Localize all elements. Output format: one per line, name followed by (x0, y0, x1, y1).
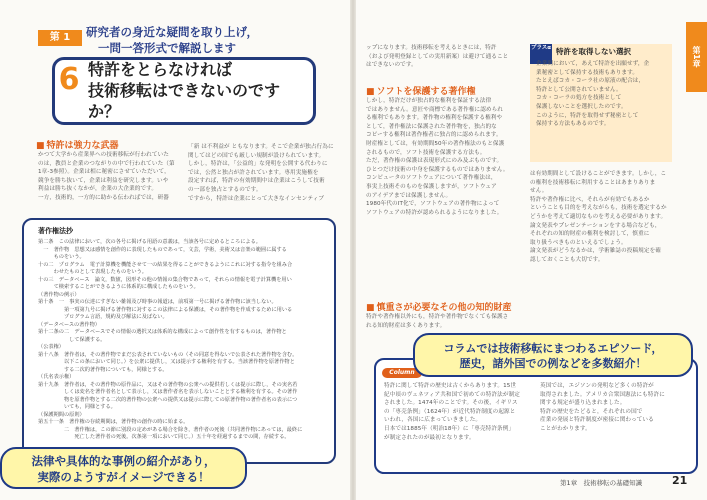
text-line: 二 著作権は，この節に別段の定めがある場合を除き，著作者の死後（共同著作物にあっては，最終に (38, 426, 303, 433)
text-line: されました。1474年のことです。その後，イギリス (384, 400, 518, 407)
text-line: 企業間において，あえて特許を出願せず，企 (536, 61, 650, 67)
text-line: 関する規定が盛り込まれました。 (540, 400, 626, 407)
text-line: 関してはどの国でも厳しい規制が設けられています。 (188, 152, 325, 159)
question-number: 6 (58, 62, 80, 97)
text-line: 第一項第九号に掲げる著作物に対するこの法律による保護は，その著作物を作成するために用いる (38, 306, 293, 313)
text-line: れる知的財産は多くあります。 (366, 322, 446, 329)
text-line: ひとつだけ技術の中身を保護するものではありません。 (366, 166, 509, 173)
question-title-line-2: 技術移転はできないのですか？ (88, 81, 281, 121)
text-line: せん。 (530, 188, 548, 195)
text-line: 業秘密として保持する技術もあります。 (536, 69, 639, 76)
text-line: 一 著作物 思想又は感情を創作的に表現したものであって，文芸，学術，美術又は音楽の範囲に属する (38, 246, 287, 253)
left-column-1 (38, 151, 183, 203)
text-line: 認しておくことも大切です。 (530, 256, 604, 263)
page-gutter (350, 0, 356, 500)
text-line: 一方，技術的，一方的に助かる伝わればでは，研器 (38, 194, 169, 201)
text-line: ですから，特許は企業にとって大きなインセンティブ (188, 195, 325, 202)
text-line: ップになります。技術移転を考えるときには，特許 (366, 45, 497, 51)
section-tab: 第 1 (38, 30, 82, 46)
text-line: る権利でもあります。著作物の権利を保護する権利や (366, 115, 503, 122)
text-line: コピーする権利は著作権者に独占的に認められます。 (366, 132, 502, 139)
text-line: 財産権としては，有効期間50年の著作権法のもと保護 (366, 140, 505, 147)
text-line: 特許や著作権以外にも，特許や著作物でなくても保護さ (366, 314, 509, 320)
text-line: 特許に関して特許の歴史は古くからあります。15世 (384, 383, 517, 389)
text-line: 「新 は不利益が ともなります。そこで企業が独占行為に (188, 144, 334, 150)
chapter-tab: 第1章 (686, 22, 707, 92)
text-line: 1章-3参照）。企業は相に秘密にさせていただいて， (38, 169, 170, 176)
text-line: （および発明登録としての実用新案）は避けて通ること (366, 53, 509, 60)
callout-line: 実際のようすがイメージできる！ (37, 470, 210, 484)
text-line: て検索することができるように体系的に構成したものをいう。 (38, 284, 199, 290)
text-line: の「専売条例」（1624年）が近代特許制度の起源と (384, 408, 516, 415)
text-line: 設定すれば，特許の有効期間中は企業はこうして技術 (188, 178, 325, 185)
text-line: 英国では，エジソンの発明など多くの特許が (540, 383, 654, 389)
text-line: たとえばコカ・コーラ社の原液の配合は， (536, 78, 645, 85)
callout-line: 歴史，諸外国での例などを多数紹介！ (459, 357, 647, 370)
heading-copyright: ■ ソフトを保護する著作権 (366, 84, 476, 97)
plus-alpha-badge: プラスα (530, 44, 552, 64)
text-line: として，著作権法に保護された著作物を，独占的な (366, 123, 497, 130)
text-line: 特許として公開されていません。 (536, 86, 622, 93)
right-column-2 (530, 170, 680, 265)
law-box-lines (24, 239, 334, 442)
section-title (86, 24, 258, 56)
text-line: わせたものとして表現したものをいう。 (38, 269, 147, 275)
right-top-text (366, 44, 521, 70)
text-line: 第十二条の二 データベースでその情報の選択又は体系的な構成によって創作性を有するものは，著作物と (38, 329, 287, 335)
text-line: して保護する。 (38, 336, 106, 343)
text-line: （著作物の例示） (38, 291, 80, 298)
callout-left-text (2, 453, 245, 485)
text-line: （公表権） (38, 344, 64, 350)
text-line: しくは変名を著作者名として表示し，又は著作者名を表示しないこととする権利を有する。その著作 (38, 389, 298, 395)
heading-other-ip: ■ 慎重さが必要なその他の知的財産 (366, 300, 512, 313)
text-line: 特許や著作権に比べ，それらが有効でもあるか (530, 196, 650, 203)
text-line: ことがわかります。 (540, 425, 591, 432)
text-line: 保持する方法もあるのです。 (536, 121, 610, 128)
text-line: ソフトウェアの特許が認められるようになりました。 (366, 209, 503, 216)
text-line: 以下この条において同じ。）を公衆に提供し，又は提示する権利を有する。当該著作物を原著作物と (38, 359, 295, 365)
callout-left (0, 447, 247, 489)
column-text-left (384, 382, 534, 442)
text-line: 死亡した著作者の死後。次条第一項において同じ。）五十年を経過するまでの間，存続する。 (38, 434, 290, 440)
text-line: する二次的著作物についても，同様とする。 (38, 366, 168, 373)
text-line: 十の二 プログラム 電子計算機を機能させて一の結果を得ることができるようにこれに対する指令を組み合 (38, 261, 293, 268)
question-title (88, 59, 310, 122)
text-line: いわれ，各国に広まっていきました。 (384, 417, 482, 424)
text-line: コンピュータのソフトウェアについて著作権法は， (366, 175, 497, 182)
callout-right-text (415, 341, 691, 371)
text-line: のは，教員と企業のつながりの中で行われていた（第 (38, 160, 175, 167)
text-line: 利益は勝ち抜くなかが，企業の大企業的です。 (38, 186, 158, 193)
text-line: どうかを考えて適切なものを考える必要があります。 (530, 213, 667, 220)
callout-right (413, 333, 693, 377)
question-title-line-1: 特許をとらなければ (88, 60, 233, 79)
text-line: 保護しないことを選択したのです。 (536, 103, 627, 110)
text-line: 取得されました。アメリカ合衆国憲法にも特許に (540, 391, 665, 398)
text-line: の権利を技術移転に利用することはあまりありま (530, 179, 656, 186)
text-line: いても，同様とする。 (38, 404, 116, 410)
text-line: しかし，特許は，「公益的」な発明を公開する代わりに (188, 161, 328, 168)
text-line: しかし，特許だけが独占的な権利を保証する法律 (366, 98, 492, 104)
text-line: は有効期間として設けることができます。しかし，こ (530, 171, 667, 177)
text-line: 特許の歴史をたどると，それぞれの国で (540, 408, 643, 415)
text-line: 第五十一条 著作権の存続期間は，著作物の創作の時に始まる。 (38, 419, 189, 425)
text-line: （保護期間の原則） (38, 411, 85, 418)
law-excerpt-box (22, 218, 336, 464)
text-line: 論文発表がどうなるかは，学術雑誌の投稿規定を確 (530, 248, 661, 255)
law-box-title: 著作権法抄 (38, 227, 73, 235)
text-line: では，公然と独占が許されています。専用実施権を (188, 169, 319, 176)
text-line: かつて大学から産業界への技術移転が行われていた (38, 152, 169, 158)
text-line: されるもので，ソフト技術を保護する方法も。 (366, 149, 486, 156)
text-line: （氏名表示権） (38, 374, 75, 380)
text-line: が制定されたのが最初となります。 (384, 434, 475, 441)
text-line: 紀中頃のヴェネツィア共和国で初めての特許法が制定 (384, 391, 520, 398)
text-line: 産業の発展と特許制度が密接に関わっている (540, 417, 654, 424)
text-line: 第二条 この法律において，次の各号に掲げる用語の意義は，当該各号に定めるところによる。 (38, 239, 261, 245)
text-line: 日本では1885年（明治18年）に「専売特許条例」 (384, 425, 515, 432)
heading-strong-weapon: ■ 特許は強力な武器 (36, 138, 119, 151)
text-line: ではありません。意匠や商標である著作権に認められ (366, 106, 503, 113)
text-line: 第十八条 著作者は，その著作物でまだ公表されていないもの（その同意を得ないで公表された著作物を含む。 (38, 351, 298, 358)
callout-line: コラムでは技術移転にまつわるエピソード， (443, 342, 663, 355)
text-line: （データベースの著作物） (38, 321, 100, 328)
text-line: の一部を独占とするのです。 (188, 186, 262, 193)
text-line: 1980年代のIT化で，ソフトウェアの著作物によって (366, 201, 500, 208)
text-line: それぞれの知的財産の権利を検討して，慎重に (530, 231, 650, 238)
text-line: 物を原著作物とする二次的著作物の公衆への提供又は提示に際しての原著作物の著作者名の表示につ (38, 396, 298, 403)
right-column-1b (366, 313, 521, 330)
text-line: プログラム言語，規約及び解法に及ばない。 (38, 314, 168, 320)
text-line: ただ，著作権の保護は表現形式にのみ及ぶものです。 (366, 158, 503, 165)
text-line: 論文発表やプレゼンテーションをする場合なども， (530, 222, 661, 229)
text-line: のアイデアまでは保護しません。 (366, 192, 452, 199)
plus-alpha-title: 特許を取得しない選択 (556, 47, 631, 56)
section-title-line-1: 研究者の身近な疑問を取り上げ， (86, 25, 259, 39)
text-line: コカ・コーラの処方を技術として (536, 95, 622, 102)
text-line: ものをいう。 (38, 254, 85, 260)
text-line: 第十九条 著作者は，その著作物の原作品に，又はその著作物の公衆への提供若しくは提示に際し，その実名若 (38, 381, 298, 388)
column-text-right (540, 382, 690, 434)
text-line: 第十条 一 事実の伝達にすぎない雑報及び時事の報道は，前項第一号に掲げる著作物に該当しない。 (38, 299, 277, 305)
section-title-line-2: 一問一答形式で解説します (98, 41, 236, 55)
text-line: 取り扱うべきものといえるでしょう。 (530, 239, 627, 246)
text-line: 十の三 データベース 論文，数値，図形その他の情報の集合物であって，それらの情報を電子計算機を用い (38, 276, 292, 283)
page-number: 21 (672, 474, 688, 487)
column-badge: Column (382, 368, 422, 378)
text-line: 事実上技術そのものを保護しますが，ソフトウェア (366, 183, 497, 190)
left-column-2 (188, 143, 338, 203)
footer: 第1章 技術移転の基礎知識 (560, 479, 643, 487)
text-line: ということも目的を考えながらも，技術を選定するか (530, 205, 667, 212)
text-line: はできないのです。 (366, 62, 417, 69)
plus-alpha-text (536, 60, 670, 129)
right-column-1 (366, 97, 521, 217)
text-line: 競争を勝ち抜いて，企業は利益を研究します。いや (38, 177, 169, 184)
callout-line: 法律や具体的な事例の紹介があり， (31, 454, 216, 468)
text-line: このように，特許を取得せず秘密として (536, 112, 639, 119)
